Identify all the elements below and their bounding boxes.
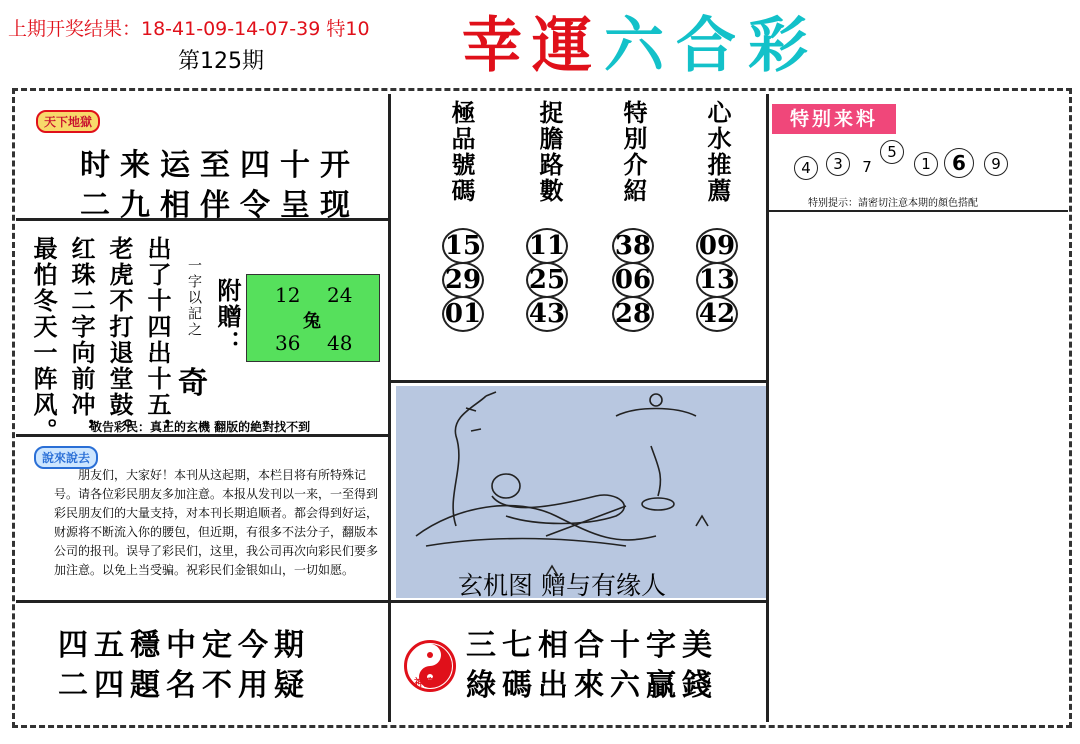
bottom-poem-mid-2: 綠碼出來六贏錢 xyxy=(466,668,718,703)
divider-l3 xyxy=(16,600,388,603)
verse-1: 出了十四出十五， xyxy=(143,236,172,444)
verse-2: 老虎不打退堂鼓。 xyxy=(105,236,134,444)
divider-r1 xyxy=(768,210,1068,212)
logo xyxy=(458,6,838,86)
special-tag: 特别来料 xyxy=(772,104,896,134)
special-number-3: 7 xyxy=(856,156,878,178)
gift-label: 附贈： xyxy=(213,278,242,356)
column-title-3: 特別介紹 xyxy=(619,100,648,204)
divider-right xyxy=(766,94,769,722)
poem-line-1: 时来运至四十开 xyxy=(80,148,360,183)
poem-line-2: 二九相伴令呈现 xyxy=(80,188,360,223)
gift-number-1: 12 xyxy=(275,283,301,307)
one-word: 奇 xyxy=(178,366,208,401)
gift-number-2: 24 xyxy=(327,283,353,307)
number-c2-2: 25 xyxy=(526,262,568,298)
tag-heaven-earth: 天下地獄 xyxy=(36,110,100,133)
column-title-2: 捉膽路數 xyxy=(535,100,564,204)
logo-char-4: 合 xyxy=(676,11,736,81)
special-number-1: 4 xyxy=(794,156,818,180)
number-c1-3: 01 xyxy=(442,296,484,332)
number-c3-2: 06 xyxy=(612,262,654,298)
picture-caption: 玄机图 赠与有缘人 xyxy=(458,571,666,600)
yin-label: 神算 xyxy=(414,678,434,689)
special-number-4: 5 xyxy=(880,140,904,164)
bottom-poem-left-1: 四五穩中定今期 xyxy=(58,628,310,663)
intro-text: 朋友们，大家好！本刊从这起期，本栏目将有所特殊记号。请各位彩民朋友多加注意。本报从发刊以一来，一至得到彩民朋友们的大量支持，对本刊长期追顺者。都会得到好运，财源将不断流入你的腰包，但近期，有很多不法分子，翻版本公司的报刊。误导了彩民们，这里，我公司再次向彩民们要多加注意。以免上当受骗。祝彩民们金银如山，一切如愿。 xyxy=(54,468,379,577)
number-c4-3: 42 xyxy=(696,296,738,332)
special-number-6: 6 xyxy=(944,148,974,178)
number-c3-3: 28 xyxy=(612,296,654,332)
special-number-2: 3 xyxy=(826,152,850,176)
gift-box xyxy=(246,274,380,362)
number-c2-1: 11 xyxy=(526,228,568,264)
column-title-4: 心水推薦 xyxy=(703,100,732,204)
special-number-7: 9 xyxy=(984,152,1008,176)
special-hint: 特别提示：請密切注意本期的顏色搭配 xyxy=(808,198,978,209)
gift-number-4: 48 xyxy=(327,331,353,355)
one-word-label: 一字以記之 xyxy=(186,258,202,338)
verse-3: 红珠二字向前冲， xyxy=(67,236,96,444)
logo-char-1: 幸 xyxy=(462,11,522,81)
divider-m1 xyxy=(390,380,766,383)
logo-char-5: 彩 xyxy=(748,11,808,81)
verse-4: 最怕冬天一阵风。 xyxy=(29,236,58,444)
number-c3-1: 38 xyxy=(612,228,654,264)
column-title-1: 極品號碼 xyxy=(447,100,476,204)
logo-char-2: 運 xyxy=(532,11,592,81)
notice-text: 敬告彩民：真正的玄機 翻版的絶對找不到 xyxy=(90,420,311,434)
issue-number: 第125期 xyxy=(178,49,264,74)
bottom-poem-mid-1: 三七相合十字美 xyxy=(466,628,718,663)
gift-zodiac: 兔 xyxy=(303,311,321,332)
number-c1-1: 15 xyxy=(442,228,484,264)
number-c2-3: 43 xyxy=(526,296,568,332)
gift-number-3: 36 xyxy=(275,331,301,355)
number-c4-2: 13 xyxy=(696,262,738,298)
divider-left xyxy=(388,94,391,722)
special-number-5: 1 xyxy=(914,152,938,176)
bottom-poem-left-2: 二四題名不用疑 xyxy=(58,668,310,703)
tag-talk: 說來說去 xyxy=(34,446,98,469)
logo-char-3: 六 xyxy=(604,11,664,81)
number-c4-1: 09 xyxy=(696,228,738,264)
number-c1-2: 29 xyxy=(442,262,484,298)
last-result-text: 上期开奖结果：18-41-09-14-07-39 特10 xyxy=(8,18,370,40)
